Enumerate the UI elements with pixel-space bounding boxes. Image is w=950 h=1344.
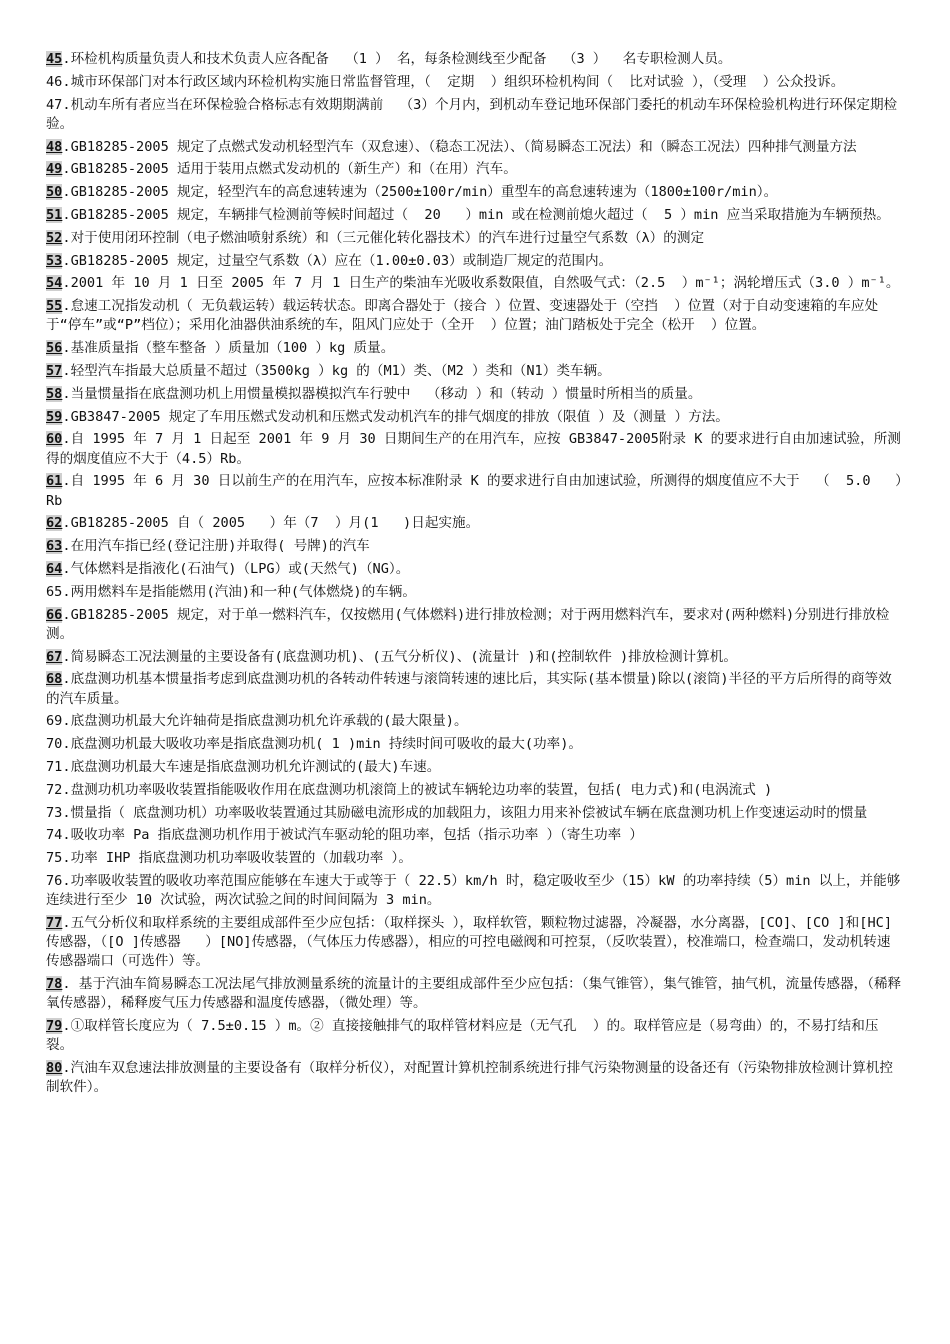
- question-text: 在用汽车指已经(登记注册)并取得( 号牌)的汽车: [70, 538, 370, 555]
- question-item: [46, 606, 904, 644]
- question-item: [46, 758, 904, 777]
- question-text: GB3847-2005 规定了车用压燃式发动机和压燃式发动机汽车的排气烟度的排放（限值 ）及（测量 ）方法。: [70, 408, 729, 425]
- question-number: 55: [46, 298, 63, 315]
- question-item: [46, 537, 904, 556]
- question-text: 简易瞬态工况法测量的主要设备有(底盘测功机)、(五气分析仪)、(流量计 )和(控制软件 )排放检测计算机。: [70, 648, 737, 665]
- number-separator: .: [62, 1018, 71, 1035]
- number-separator: .: [62, 648, 71, 665]
- number-separator: .: [62, 340, 71, 357]
- question-text: GB18285-2005 规定，对于单一燃料汽车，仅按燃用(气体燃料)进行排放检测；对于两用燃料汽车，要求对(两种燃料)分别进行排放检测。: [46, 606, 890, 642]
- question-number: 79: [46, 1018, 63, 1035]
- question-number: 52: [46, 229, 63, 246]
- question-number: 61: [46, 473, 63, 490]
- number-separator: .: [62, 51, 71, 67]
- question-text: GB18285-2005 规定了点燃式发动机轻型汽车（双怠速）、（稳态工况法）、（简易瞬态工况法）和（瞬态工况法）四种排气测量方法: [70, 138, 857, 155]
- question-number: 67: [46, 648, 63, 665]
- number-separator: .: [62, 713, 71, 730]
- question-item: [46, 514, 904, 533]
- question-number: 70: [46, 736, 63, 753]
- question-item: [46, 274, 904, 293]
- number-separator: .: [62, 872, 71, 889]
- question-number: 63: [46, 538, 63, 555]
- question-text: 功率 IHP 指底盘测功机功率吸收装置的（加载功率 ）。: [70, 850, 412, 867]
- question-text: 环检机构质量负责人和技术负责人应各配备 （1 ） 名，每条检测线至少配备 （3 ） 名专职检测人员。: [70, 51, 732, 67]
- question-item: [46, 252, 904, 271]
- number-separator: .: [62, 758, 71, 775]
- question-text: 轻型汽车指最大总质量不超过（3500kg ）kg 的（M1）类、（M2 ）类和（N1）类车辆。: [70, 362, 611, 379]
- question-item: [46, 804, 904, 823]
- question-item: [46, 160, 904, 179]
- number-separator: .: [62, 408, 71, 425]
- question-text: 基准质量指（整车整备 ）质量加（100 ）kg 质量。: [70, 340, 395, 357]
- question-item: [46, 339, 904, 358]
- question-number: 51: [46, 206, 63, 223]
- question-item: [46, 975, 904, 1013]
- question-item: [46, 50, 904, 69]
- question-number: 53: [46, 252, 63, 269]
- number-separator: .: [62, 560, 71, 577]
- question-number: 58: [46, 385, 63, 402]
- number-separator: .: [62, 206, 71, 223]
- question-number: 45: [46, 51, 63, 67]
- question-text: 气体燃料是指液化(石油气)（LPG）或(天然气)（NG）。: [70, 560, 410, 577]
- question-text: 2001 年 10 月 1 日至 2005 年 7 月 1 日生产的柴油车光吸收系数限值，自然吸气式：（2.5 ）m⁻¹；涡轮增压式（3.0 ）m⁻¹。: [70, 275, 900, 292]
- question-number: 68: [46, 671, 63, 688]
- question-item: [46, 138, 904, 157]
- question-text: 自 1995 年 6 月 30 日以前生产的在用汽车，应按本标准附录 K 的要求进行自由加速试验，所测得的烟度值应不大于 （ 5.0 ）Rb: [46, 473, 902, 509]
- question-text: 底盘测功机最大吸收功率是指底盘测功机( 1 )min 持续时间可吸收的最大(功率)。: [70, 736, 582, 753]
- number-separator: .: [62, 73, 71, 90]
- question-text: 吸收功率 Pa 指底盘测功机作用于被试汽车驱动轮的阻功率，包括（指示功率 ）（寄生功率 ）: [70, 827, 644, 844]
- question-text: 底盘测功机最大车速是指底盘测功机允许测试的(最大)车速。: [70, 758, 441, 775]
- question-item: [46, 849, 904, 868]
- number-separator: .: [62, 431, 71, 448]
- question-text: 功率吸收装置的吸收功率范围应能够在车速大于或等于（ 22.5）km/h 时，稳定吸收至少（15）kW 的功率持续（5）min 以上，并能够连续进行至少 10 次试验，两次试验之间的时间间隔为 3 min。: [46, 872, 901, 909]
- question-item: [46, 229, 904, 248]
- question-item: [46, 408, 904, 427]
- question-text: 底盘测功机基本惯量指考虑到底盘测功机的各转动件转速与滚筒转速的速比后，其实际(基本惯量)除以(滚筒)半径的平方后所得的商等效的汽车质量。: [46, 671, 892, 707]
- question-number: 80: [46, 1060, 63, 1077]
- question-text: 五气分析仪和取样系统的主要组成部件至少应包括：（取样探头 ），取样软管，颗粒物过滤器，冷凝器，水分离器，[CO]、[CO ]和[HC]传感器，（[O ]传感器 ）[NO]传感器，（气体压力传感器），相应的可控电磁阀和可控泵，（反吹装置），校准端口，检查端口，发动机转速传感器端口（可选件）等。: [46, 914, 893, 970]
- question-item: [46, 583, 904, 602]
- question-text: 汽油车双怠速法排放测量的主要设备有（取样分析仪），对配置计算机控制系统进行排气污染物测量的设备还有（污染物排放检测计算机控制软件）。: [46, 1060, 893, 1096]
- number-separator: .: [62, 606, 71, 623]
- question-text: GB18285-2005 规定，轻型汽车的高怠速转速为（2500±100r/min）重型车的高怠速转速为（1800±100r/min）。: [70, 184, 778, 201]
- number-separator: .: [62, 827, 71, 844]
- question-text: 怠速工况指发动机（ 无负载运转）载运转状态。即离合器处于（接合 ）位置、变速器处于（空挡 ）位置（对于自动变速箱的车应处于“停车”或“P”档位）；采用化油器供油系统的车，阻风门应处于（全开 ）位置；油门踏板处于完全（松开 ）位置。: [46, 298, 879, 334]
- question-item: [46, 385, 904, 404]
- number-separator: .: [62, 515, 71, 532]
- question-number: 57: [46, 362, 63, 379]
- question-item: [46, 560, 904, 579]
- number-separator: .: [62, 184, 71, 201]
- question-text: 自 1995 年 7 月 1 日起至 2001 年 9 月 30 日期间生产的在用汽车，应按 GB3847-2005附录 K 的要求进行自由加速试验，所测得的烟度值应不大于（4.5）Rb。: [46, 431, 901, 467]
- question-number: 69: [46, 713, 63, 730]
- number-separator: .: [62, 850, 71, 867]
- question-item: [46, 183, 904, 202]
- number-separator: .: [62, 96, 71, 113]
- question-item: [46, 872, 904, 910]
- question-text: 两用燃料车是指能燃用(汽油)和一种(气体燃烧)的车辆。: [70, 583, 416, 600]
- question-number: 78: [46, 976, 63, 993]
- number-separator: .: [62, 252, 71, 269]
- question-text: 基于汽油车简易瞬态工况法尾气排放测量系统的流量计的主要组成部件至少应包括：（集气锥管），集气锥管，抽气机，流量传感器，（稀释氧传感器），稀释废气压力传感器和温度传感器，（微处理）等。: [46, 976, 902, 1012]
- question-text: 机动车所有者应当在环保检验合格标志有效期期满前 （3）个月内，到机动车登记地环保部门委托的机动车环保检验机构进行环保定期检验。: [46, 96, 898, 132]
- question-number: 76: [46, 872, 63, 889]
- number-separator: .: [62, 914, 71, 931]
- question-number: 71: [46, 758, 63, 775]
- number-separator: .: [62, 583, 71, 600]
- number-separator: .: [62, 781, 71, 798]
- number-separator: .: [62, 538, 71, 555]
- question-number: 72: [46, 781, 63, 798]
- question-number: 77: [46, 914, 63, 931]
- question-text: GB18285-2005 规定，过量空气系数（λ）应在（1.00±0.03）或制造厂规定的范围内。: [70, 252, 613, 269]
- number-separator: .: [62, 298, 71, 315]
- number-separator: .: [62, 161, 71, 178]
- question-text: ①取样管长度应为（ 7.5±0.15 ）m。② 直接接触排气的取样管材料应是（无气孔 ）的。取样管应是（易弯曲）的，不易打结和压裂。: [46, 1018, 879, 1054]
- question-item: [46, 362, 904, 381]
- question-item: [46, 1017, 904, 1055]
- question-number: 75: [46, 850, 63, 867]
- number-separator: .: [62, 671, 71, 688]
- question-number: 48: [46, 138, 63, 155]
- question-number: 74: [46, 827, 63, 844]
- number-separator: .: [62, 1060, 71, 1077]
- question-item: [46, 670, 904, 708]
- question-number: 59: [46, 408, 63, 425]
- question-item: [46, 430, 904, 468]
- question-number: 62: [46, 515, 63, 532]
- question-item: [46, 73, 904, 92]
- question-number: 50: [46, 184, 63, 201]
- question-number: 65: [46, 583, 63, 600]
- question-text: 盘测功机功率吸收装置指能吸收作用在底盘测功机滚筒上的被试车辆轮边功率的装置，包括( 电力式)和(电涡流式 ): [70, 781, 773, 798]
- question-item: [46, 648, 904, 667]
- question-number: 64: [46, 560, 63, 577]
- question-number: 47: [46, 96, 63, 113]
- question-text: GB18285-2005 自（ 2005 ）年（7 ）月(1 )日起实施。: [70, 515, 480, 532]
- question-item: [46, 96, 904, 134]
- question-text: 对于使用闭环控制（电子燃油喷射系统）和（三元催化转化器技术）的汽车进行过量空气系数（λ）的测定: [70, 229, 705, 246]
- question-text: GB18285-2005 适用于装用点燃式发动机的（新生产）和（在用）汽车。: [70, 161, 517, 178]
- question-number: 54: [46, 275, 63, 292]
- question-number: 56: [46, 340, 63, 357]
- question-item: [46, 712, 904, 731]
- number-separator: .: [62, 275, 71, 292]
- number-separator: .: [62, 473, 71, 490]
- question-number: 49: [46, 161, 63, 178]
- question-item: [46, 1059, 904, 1097]
- number-separator: .: [62, 385, 71, 402]
- question-number: 73: [46, 804, 63, 821]
- number-separator: .: [62, 229, 71, 246]
- question-item: [46, 781, 904, 800]
- question-item: [46, 735, 904, 754]
- question-text: 底盘测功机最大允许轴荷是指底盘测功机允许承载的(最大限量)。: [70, 713, 468, 730]
- question-item: [46, 914, 904, 972]
- question-item: [46, 206, 904, 225]
- number-separator: .: [62, 362, 71, 379]
- question-number: 60: [46, 431, 63, 448]
- question-text: 城市环保部门对本行政区域内环检机构实施日常监督管理，（ 定期 ）组织环检机构间（ 比对试验 ），（受理 ）公众投诉。: [70, 73, 845, 90]
- question-number: 46: [46, 73, 63, 90]
- number-separator: .: [62, 804, 71, 821]
- number-separator: .: [62, 736, 71, 753]
- question-text: 当量惯量指在底盘测功机上用惯量模拟器模拟汽车行驶中 （移动 ）和（转动 ）惯量时所相当的质量。: [70, 385, 702, 402]
- question-item: [46, 297, 904, 335]
- question-text: GB18285-2005 规定，车辆排气检测前等候时间超过（ 20 ）min 或在检测前熄火超过（ 5 ）min 应当采取措施为车辆预热。: [70, 206, 890, 223]
- question-number: 66: [46, 606, 63, 623]
- question-item: [46, 826, 904, 845]
- question-text: 惯量指（ 底盘测功机）功率吸收装置通过其励磁电流形成的加载阻力，该阻力用来补偿被试车辆在底盘测功机上作变速运动时的惯量: [70, 804, 868, 821]
- number-separator: .: [62, 138, 71, 155]
- question-item: [46, 472, 904, 510]
- number-separator: .: [62, 976, 71, 993]
